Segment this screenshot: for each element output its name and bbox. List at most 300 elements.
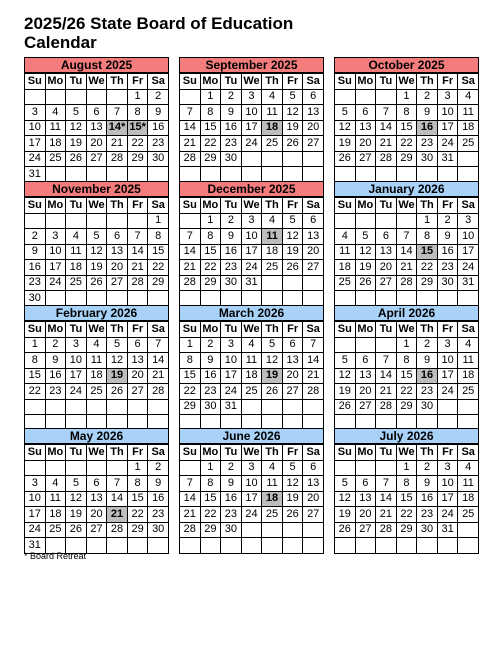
day-cell	[458, 399, 479, 415]
day-cell: 21	[107, 507, 128, 523]
day-cell: 4	[45, 476, 66, 492]
day-cell	[66, 291, 87, 307]
day-cell: 17	[45, 260, 66, 276]
day-cell	[282, 399, 303, 415]
day-cell	[25, 460, 46, 476]
day-cell: 21	[148, 368, 169, 384]
day-cell	[335, 291, 356, 307]
weekday-header: We	[396, 74, 417, 90]
day-cell: 6	[376, 229, 397, 245]
day-cell: 30	[221, 275, 242, 291]
day-cell	[355, 538, 376, 554]
day-cell: 28	[148, 384, 169, 400]
day-cell	[282, 275, 303, 291]
day-cell	[262, 522, 283, 538]
day-cell: 29	[200, 275, 221, 291]
week-row	[25, 136, 169, 152]
month-calendar	[334, 57, 479, 183]
day-cell: 5	[335, 476, 356, 492]
day-cell: 16	[417, 120, 438, 136]
day-cell: 22	[396, 136, 417, 152]
weekday-header-row	[180, 322, 324, 338]
month-calendar	[24, 305, 169, 431]
day-cell: 3	[25, 476, 46, 492]
day-cell: 12	[282, 476, 303, 492]
day-cell: 15	[200, 491, 221, 507]
day-cell: 30	[417, 399, 438, 415]
day-cell: 26	[66, 151, 87, 167]
week-row	[335, 260, 479, 276]
month-title: February 2026	[24, 305, 169, 321]
day-cell	[180, 167, 201, 183]
day-cell: 26	[355, 275, 376, 291]
weekday-header: Su	[25, 322, 46, 338]
day-cell: 29	[127, 522, 148, 538]
day-cell: 16	[437, 244, 458, 260]
day-cell	[180, 460, 201, 476]
weekday-header: Th	[107, 445, 128, 461]
week-row	[180, 229, 324, 245]
day-cell: 16	[221, 244, 242, 260]
day-cell	[180, 213, 201, 229]
week-row	[25, 260, 169, 276]
week-row	[180, 507, 324, 523]
month-title: October 2025	[334, 57, 479, 73]
day-cell	[127, 399, 148, 415]
week-row	[335, 105, 479, 121]
day-cell: 27	[303, 260, 324, 276]
weekday-header: Fr	[127, 198, 148, 214]
day-cell	[458, 151, 479, 167]
day-cell: 24	[437, 136, 458, 152]
day-cell: 12	[107, 353, 128, 369]
day-cell	[262, 151, 283, 167]
day-cell	[25, 399, 46, 415]
day-cell	[241, 538, 262, 554]
day-cell: 9	[25, 244, 46, 260]
day-cell: 19	[66, 136, 87, 152]
footnote: * Board Retreat	[24, 551, 87, 561]
day-cell: 31	[458, 275, 479, 291]
day-cell: 16	[45, 368, 66, 384]
week-row	[180, 105, 324, 121]
day-cell: 31	[437, 151, 458, 167]
day-cell: 21	[376, 136, 397, 152]
day-cell	[458, 538, 479, 554]
day-cell: 15	[25, 368, 46, 384]
day-cell: 1	[417, 213, 438, 229]
day-cell	[148, 399, 169, 415]
day-cell: 23	[45, 384, 66, 400]
weekday-header: We	[396, 445, 417, 461]
day-cell: 17	[25, 136, 46, 152]
day-cell	[355, 460, 376, 476]
week-row	[25, 353, 169, 369]
day-cell: 22	[180, 384, 201, 400]
day-cell: 18	[458, 120, 479, 136]
weekday-header: Th	[417, 445, 438, 461]
day-cell: 14	[303, 353, 324, 369]
weekday-header: We	[86, 74, 107, 90]
weekday-header: Tu	[376, 198, 397, 214]
day-cell: 4	[458, 337, 479, 353]
day-cell	[262, 291, 283, 307]
day-cell: 16	[200, 368, 221, 384]
week-row	[25, 151, 169, 167]
weekday-header: Mo	[45, 198, 66, 214]
day-cell: 10	[25, 491, 46, 507]
day-cell: 19	[66, 507, 87, 523]
day-cell	[127, 538, 148, 554]
day-cell: 14	[376, 368, 397, 384]
day-cell	[45, 399, 66, 415]
day-cell	[107, 538, 128, 554]
day-cell: 9	[221, 476, 242, 492]
day-cell: 9	[148, 105, 169, 121]
day-cell: 21	[396, 260, 417, 276]
day-cell: 8	[25, 353, 46, 369]
weekday-header: Fr	[282, 445, 303, 461]
day-cell: 14	[180, 491, 201, 507]
day-cell: 30	[221, 522, 242, 538]
day-cell: 1	[200, 460, 221, 476]
day-cell: 5	[86, 229, 107, 245]
day-cell	[355, 291, 376, 307]
day-cell	[45, 460, 66, 476]
day-cell: 17	[221, 368, 242, 384]
day-cell: 31	[241, 275, 262, 291]
day-cell: 20	[86, 507, 107, 523]
day-cell	[458, 291, 479, 307]
day-cell: 30	[148, 151, 169, 167]
weekday-header: Mo	[200, 322, 221, 338]
day-cell: 13	[355, 491, 376, 507]
day-cell: 10	[437, 476, 458, 492]
day-cell: 23	[417, 507, 438, 523]
week-row	[180, 151, 324, 167]
day-cell: 18	[241, 368, 262, 384]
day-cell: 12	[335, 120, 356, 136]
day-cell	[107, 89, 128, 105]
day-cell: 3	[437, 89, 458, 105]
week-row	[335, 213, 479, 229]
day-cell: 21	[180, 260, 201, 276]
day-cell	[148, 167, 169, 183]
day-cell: 18	[262, 491, 283, 507]
weekday-header: Th	[262, 322, 283, 338]
day-cell: 6	[355, 353, 376, 369]
month-calendar	[179, 57, 324, 183]
day-cell	[376, 291, 397, 307]
weekday-header: Su	[335, 198, 356, 214]
day-cell: 27	[86, 522, 107, 538]
day-cell: 30	[417, 522, 438, 538]
day-cell: 5	[282, 213, 303, 229]
day-cell: 14	[376, 120, 397, 136]
day-cell	[86, 460, 107, 476]
day-cell: 30	[437, 275, 458, 291]
day-cell: 1	[200, 89, 221, 105]
day-cell: 9	[221, 229, 242, 245]
day-cell: 14	[127, 244, 148, 260]
day-cell: 17	[25, 507, 46, 523]
day-cell: 6	[303, 213, 324, 229]
day-cell: 27	[282, 384, 303, 400]
week-row	[25, 291, 169, 307]
day-cell: 10	[66, 353, 87, 369]
weekday-header: Su	[25, 198, 46, 214]
day-cell	[396, 167, 417, 183]
week-row	[335, 244, 479, 260]
day-cell: 13	[303, 229, 324, 245]
day-cell: 13	[86, 120, 107, 136]
day-cell: 7	[107, 476, 128, 492]
day-cell: 13	[107, 244, 128, 260]
weekday-header-row	[180, 445, 324, 461]
day-cell: 15	[200, 120, 221, 136]
day-cell: 20	[303, 120, 324, 136]
weekday-header: Tu	[221, 74, 242, 90]
day-cell: 29	[200, 522, 221, 538]
day-cell: 24	[45, 275, 66, 291]
day-cell: 15	[396, 120, 417, 136]
day-cell: 13	[303, 105, 324, 121]
day-cell: 24	[241, 507, 262, 523]
day-cell	[200, 167, 221, 183]
week-row	[180, 120, 324, 136]
week-row	[25, 89, 169, 105]
week-row	[180, 136, 324, 152]
day-cell	[180, 291, 201, 307]
day-cell: 2	[200, 337, 221, 353]
weekday-header: Su	[335, 445, 356, 461]
day-cell	[417, 291, 438, 307]
day-cell: 28	[376, 151, 397, 167]
day-cell: 10	[241, 476, 262, 492]
day-cell	[66, 167, 87, 183]
day-cell: 3	[437, 460, 458, 476]
weekday-header: Fr	[437, 198, 458, 214]
day-cell: 6	[355, 476, 376, 492]
day-cell: 28	[376, 399, 397, 415]
day-cell: 7	[180, 476, 201, 492]
day-cell	[396, 213, 417, 229]
day-cell: 9	[417, 353, 438, 369]
week-row	[335, 89, 479, 105]
weekday-header: Fr	[282, 74, 303, 90]
day-cell: 4	[335, 229, 356, 245]
weekday-header: Tu	[376, 322, 397, 338]
day-cell: 6	[355, 105, 376, 121]
day-cell	[303, 291, 324, 307]
day-cell: 14	[180, 120, 201, 136]
day-cell: 24	[66, 384, 87, 400]
day-cell: 14	[396, 244, 417, 260]
day-cell: 22	[200, 507, 221, 523]
day-cell: 1	[396, 89, 417, 105]
weekday-header: We	[241, 74, 262, 90]
day-cell: 7	[376, 353, 397, 369]
day-cell: 23	[148, 507, 169, 523]
day-cell: 10	[45, 244, 66, 260]
week-row	[335, 460, 479, 476]
day-cell	[417, 538, 438, 554]
day-cell: 27	[127, 384, 148, 400]
day-cell	[303, 522, 324, 538]
weekday-header: Su	[335, 74, 356, 90]
day-cell: 9	[417, 476, 438, 492]
month-title: March 2026	[179, 305, 324, 321]
day-cell: 6	[127, 337, 148, 353]
day-cell: 18	[262, 120, 283, 136]
week-row	[180, 460, 324, 476]
day-cell	[86, 167, 107, 183]
day-cell: 1	[25, 337, 46, 353]
day-cell	[180, 538, 201, 554]
day-cell: 20	[86, 136, 107, 152]
day-cell: 7	[303, 337, 324, 353]
weekday-header: Sa	[148, 445, 169, 461]
day-cell: 25	[458, 507, 479, 523]
day-cell: 29	[148, 275, 169, 291]
weekday-header-row	[335, 445, 479, 461]
day-cell	[45, 167, 66, 183]
week-row	[180, 476, 324, 492]
weekday-header: Tu	[66, 198, 87, 214]
day-cell: 2	[437, 213, 458, 229]
day-cell	[241, 522, 262, 538]
week-row	[25, 120, 169, 136]
day-cell: 23	[200, 384, 221, 400]
day-cell: 15	[396, 368, 417, 384]
day-cell: 26	[86, 275, 107, 291]
month-title: September 2025	[179, 57, 324, 73]
day-cell: 20	[127, 368, 148, 384]
day-cell: 4	[458, 89, 479, 105]
day-cell: 20	[376, 260, 397, 276]
month-calendar	[24, 428, 169, 554]
weekday-header: Mo	[45, 74, 66, 90]
day-cell: 2	[45, 337, 66, 353]
weekday-header: We	[86, 198, 107, 214]
day-cell: 28	[396, 275, 417, 291]
day-cell: 19	[262, 368, 283, 384]
weekday-header: We	[241, 445, 262, 461]
day-cell	[303, 275, 324, 291]
day-cell: 3	[241, 89, 262, 105]
weekday-header: Su	[180, 322, 201, 338]
day-cell: 16	[148, 120, 169, 136]
day-cell: 18	[335, 260, 356, 276]
day-cell: 19	[282, 491, 303, 507]
weekday-header: Tu	[66, 322, 87, 338]
day-cell: 19	[107, 368, 128, 384]
day-cell	[107, 460, 128, 476]
title-line-2: Calendar	[24, 33, 97, 52]
day-cell: 9	[200, 353, 221, 369]
week-row	[180, 384, 324, 400]
day-cell	[376, 89, 397, 105]
day-cell: 5	[282, 460, 303, 476]
day-cell: 30	[25, 291, 46, 307]
month-title: December 2025	[179, 181, 324, 197]
day-cell: 18	[45, 136, 66, 152]
day-cell: 11	[45, 120, 66, 136]
day-cell: 8	[127, 105, 148, 121]
month-title: July 2026	[334, 428, 479, 444]
weekday-header: Sa	[458, 74, 479, 90]
day-cell: 7	[396, 229, 417, 245]
day-cell: 21	[180, 136, 201, 152]
weekday-header: Tu	[376, 445, 397, 461]
day-cell: 5	[282, 89, 303, 105]
day-cell: 2	[148, 460, 169, 476]
day-cell	[241, 151, 262, 167]
day-cell	[66, 89, 87, 105]
day-cell	[458, 522, 479, 538]
day-cell: 1	[180, 337, 201, 353]
day-cell	[127, 291, 148, 307]
day-cell: 4	[458, 460, 479, 476]
week-row	[335, 353, 479, 369]
week-row	[335, 368, 479, 384]
day-cell	[282, 151, 303, 167]
day-cell	[66, 460, 87, 476]
day-cell: 23	[221, 136, 242, 152]
day-cell	[303, 538, 324, 554]
day-cell: 15	[180, 368, 201, 384]
day-cell: 24	[221, 384, 242, 400]
day-cell: 14	[376, 491, 397, 507]
day-cell: 25	[262, 136, 283, 152]
weekday-header: Tu	[221, 322, 242, 338]
day-cell: 3	[241, 460, 262, 476]
week-row	[335, 476, 479, 492]
day-cell: 15	[148, 244, 169, 260]
day-cell: 15*	[127, 120, 148, 136]
day-cell: 6	[86, 105, 107, 121]
day-cell: 8	[127, 476, 148, 492]
day-cell	[376, 167, 397, 183]
weekday-header: Th	[262, 445, 283, 461]
weekday-header: Mo	[355, 198, 376, 214]
day-cell: 7	[180, 229, 201, 245]
month-calendar	[179, 428, 324, 554]
day-cell	[335, 460, 356, 476]
day-cell: 9	[417, 105, 438, 121]
day-cell: 24	[437, 507, 458, 523]
day-cell	[437, 399, 458, 415]
day-cell: 21	[303, 368, 324, 384]
week-row	[335, 491, 479, 507]
day-cell: 25	[262, 260, 283, 276]
day-cell: 18	[45, 507, 66, 523]
day-cell: 28	[180, 522, 201, 538]
day-cell: 14	[107, 491, 128, 507]
week-row	[335, 275, 479, 291]
day-cell: 4	[262, 213, 283, 229]
day-cell: 19	[282, 244, 303, 260]
weekday-header: We	[396, 322, 417, 338]
day-cell: 27	[107, 275, 128, 291]
day-cell	[86, 291, 107, 307]
weekday-header: Su	[180, 445, 201, 461]
weekday-header: Sa	[148, 74, 169, 90]
day-cell: 25	[262, 507, 283, 523]
day-cell: 12	[282, 229, 303, 245]
day-cell: 25	[241, 384, 262, 400]
day-cell: 10	[25, 120, 46, 136]
